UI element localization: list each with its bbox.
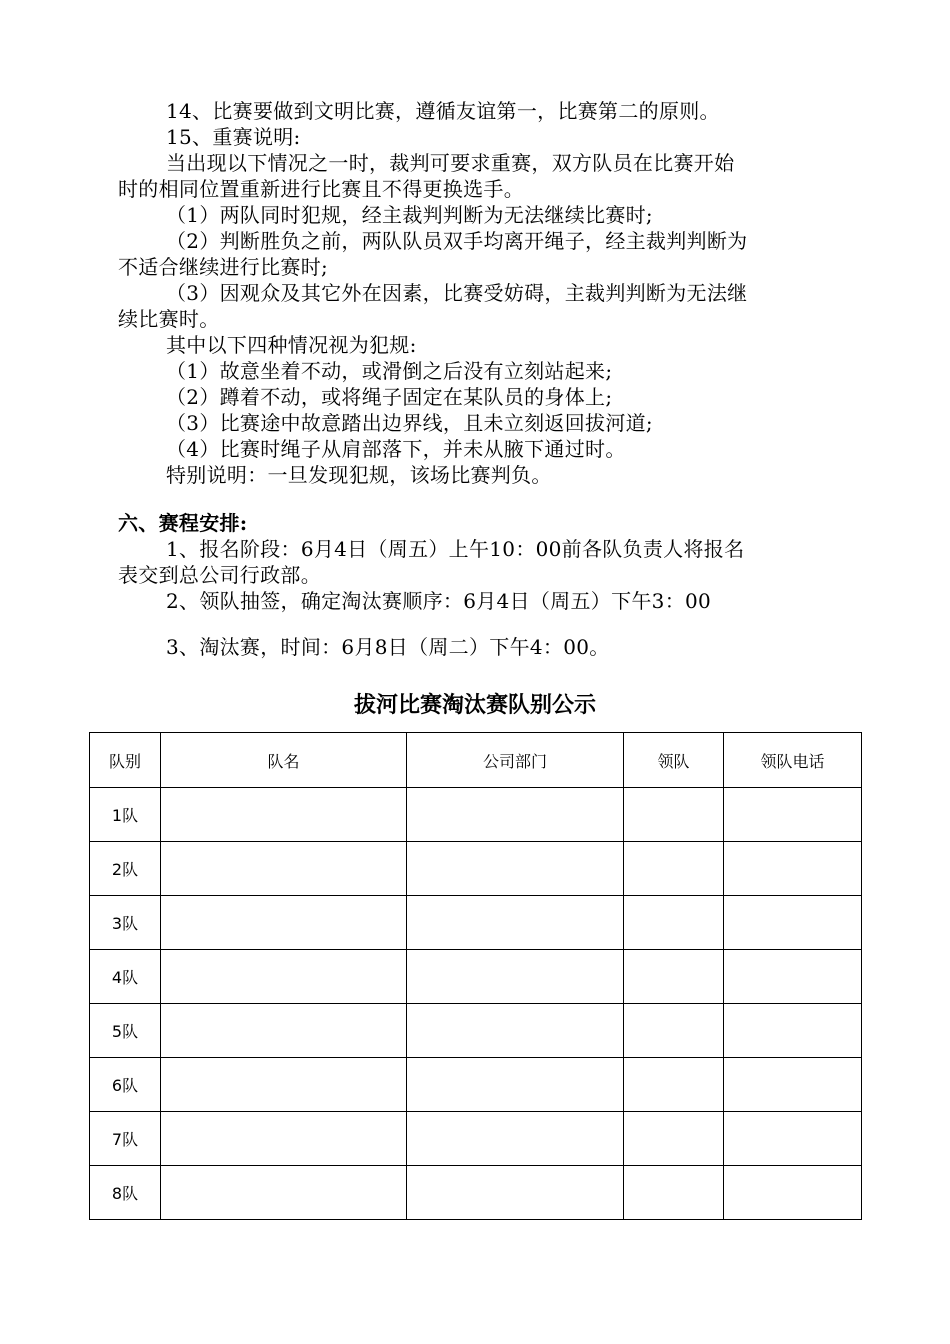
table-row (90, 1166, 862, 1220)
rule-15-title: 15、重赛说明: (166, 125, 301, 149)
special-note: 特别说明：一旦发现犯规，该场比赛判负。 (166, 463, 552, 487)
rematch-case-1: （1）两队同时犯规，经主裁判判断为无法继续比赛时; (166, 203, 653, 227)
team-no: 3队 (90, 896, 161, 950)
department-cell[interactable] (407, 842, 624, 896)
team-name-cell[interactable] (161, 1058, 407, 1112)
foul-case-2: （2）蹲着不动，或将绳子固定在某队员的身体上; (166, 385, 613, 409)
table-row (90, 1058, 862, 1112)
team-name-cell[interactable] (161, 1004, 407, 1058)
department-cell[interactable] (407, 1166, 624, 1220)
team-name-cell[interactable] (161, 1112, 407, 1166)
department-cell[interactable] (407, 1058, 624, 1112)
rematch-intro-cont: 时的相同位置重新进行比赛且不得更换选手。 (118, 177, 524, 201)
foul-case-3: （3）比赛途中故意踏出边界线，且未立刻返回拔河道; (166, 411, 653, 435)
schedule-item-2: 2、领队抽签，确定淘汰赛顺序：6月4日（周五）下午3：00 (166, 589, 712, 613)
schedule-item-3: 3、淘汰赛，时间：6月8日（周二）下午4：00。 (166, 635, 610, 659)
team-no: 1队 (90, 788, 161, 842)
team-name-cell[interactable] (161, 896, 407, 950)
leader-phone-cell[interactable] (724, 788, 862, 842)
team-name-cell[interactable] (161, 950, 407, 1004)
foul-intro: 其中以下四种情况视为犯规: (166, 333, 417, 357)
leader-phone-cell[interactable] (724, 896, 862, 950)
team-no: 7队 (90, 1112, 161, 1166)
department-cell[interactable] (407, 1004, 624, 1058)
team-no: 6队 (90, 1058, 161, 1112)
leader-cell[interactable] (624, 1166, 724, 1220)
table-row (90, 842, 862, 896)
leader-phone-cell[interactable] (724, 950, 862, 1004)
team-table (89, 732, 862, 1220)
header-team-name: 队名 (161, 733, 407, 788)
team-no: 4队 (90, 950, 161, 1004)
table-row (90, 950, 862, 1004)
team-no: 5队 (90, 1004, 161, 1058)
foul-case-1: （1）故意坐着不动，或滑倒之后没有立刻站起来; (166, 359, 613, 383)
rematch-case-2: （2）判断胜负之前，两队队员双手均离开绳子，经主裁判判断为 (166, 229, 748, 253)
leader-cell[interactable] (624, 896, 724, 950)
table-row (90, 896, 862, 950)
header-department: 公司部门 (407, 733, 624, 788)
leader-cell[interactable] (624, 1058, 724, 1112)
table-row (90, 1112, 862, 1166)
leader-cell[interactable] (624, 788, 724, 842)
rematch-intro: 当出现以下情况之一时，裁判可要求重赛，双方队员在比赛开始 (166, 151, 735, 175)
rematch-case-2-cont: 不适合继续进行比赛时; (118, 255, 329, 279)
header-leader-phone: 领队电话 (724, 733, 862, 788)
leader-phone-cell[interactable] (724, 1112, 862, 1166)
rematch-case-3: （3）因观众及其它外在因素，比赛受妨碍，主裁判判断为无法继 (166, 281, 748, 305)
department-cell[interactable] (407, 950, 624, 1004)
leader-cell[interactable] (624, 842, 724, 896)
table-header-row (90, 733, 862, 788)
schedule-heading: 六、赛程安排: (118, 511, 248, 535)
table-row (90, 1004, 862, 1058)
rematch-case-3-cont: 续比赛时。 (118, 307, 220, 331)
department-cell[interactable] (407, 1112, 624, 1166)
department-cell[interactable] (407, 788, 624, 842)
rule-14: 14、比赛要做到文明比赛，遵循友谊第一，比赛第二的原则。 (166, 99, 720, 123)
leader-cell[interactable] (624, 950, 724, 1004)
table-row (90, 788, 862, 842)
leader-cell[interactable] (624, 1112, 724, 1166)
leader-phone-cell[interactable] (724, 1004, 862, 1058)
leader-phone-cell[interactable] (724, 1058, 862, 1112)
table-title: 拔河比赛淘汰赛队别公示 (353, 693, 596, 718)
header-leader: 领队 (624, 733, 724, 788)
team-no: 2队 (90, 842, 161, 896)
schedule-item-1: 1、报名阶段：6月4日（周五）上午10：00前各队负责人将报名 (166, 537, 745, 561)
team-name-cell[interactable] (161, 1166, 407, 1220)
foul-case-4: （4）比赛时绳子从肩部落下，并未从腋下通过时。 (166, 437, 626, 461)
leader-phone-cell[interactable] (724, 842, 862, 896)
header-team-no: 队别 (90, 733, 161, 788)
leader-phone-cell[interactable] (724, 1166, 862, 1220)
team-name-cell[interactable] (161, 842, 407, 896)
schedule-item-1-cont: 表交到总公司行政部。 (118, 563, 321, 587)
leader-cell[interactable] (624, 1004, 724, 1058)
team-no: 8队 (90, 1166, 161, 1220)
department-cell[interactable] (407, 896, 624, 950)
team-name-cell[interactable] (161, 788, 407, 842)
